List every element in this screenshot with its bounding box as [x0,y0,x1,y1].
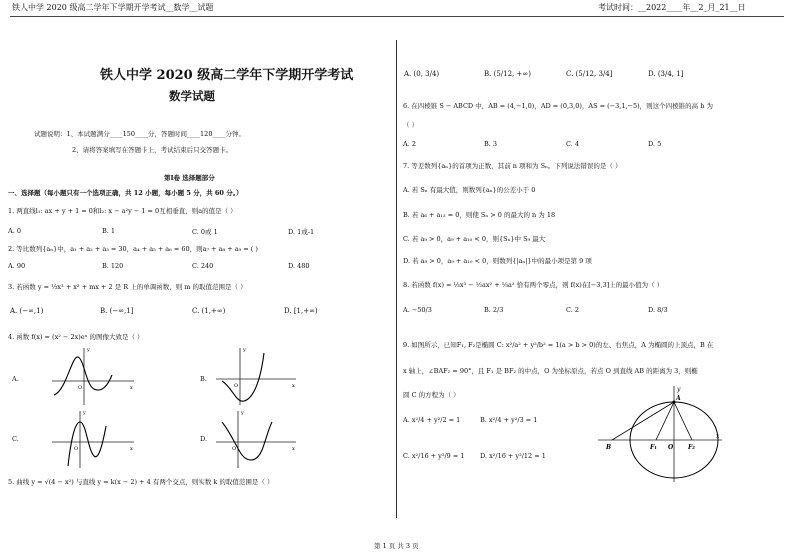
q3-option-c: C. (1,+∞) [192,307,226,315]
graph-d-y-label: y [241,410,244,416]
q5-option-a: A. (0, 3/4) [404,70,440,78]
label-a: A [676,395,681,402]
q9-option-b: B. x²/4 + y²/3 = 1 [480,416,538,424]
label-y: y [677,386,681,393]
q4-option-c: C. [12,435,19,443]
q9-line1: 9. 如图所示，已知F₁, F₂是椭圆 C: x²/a² + y²/b² = 1(a > b > 0)的左、右焦点，A 为椭圆的上顶点，B 在 [403,341,714,349]
q8-text: 8. 若函数 f(x) = ⅓x³ − ½ax² + ⅓a² 恰有两个零点，则 f(x)在[−3,3]上的最小值为（ ） [403,281,664,289]
graph-a-origin: O [78,385,83,391]
graph-c-y-label: y [83,410,86,416]
q7-option-d: D. 若 a₉ > 0，a₉ + a₁₀ < 0，则数列{|aₙ|}中的最小项是第 9 项 [403,257,592,265]
q4-graph-d [210,408,300,470]
q6-option-b: B. 3 [484,140,498,148]
q2-option-d: D. 480 [288,262,310,270]
q2-option-b: B. 120 [102,262,124,270]
q2-option-c: C. 240 [192,262,214,270]
q9-option-c: C. x²/16 + y²/9 = 1 [403,452,465,460]
q8-option-c: C. 2 [566,306,580,314]
label-o: O [668,444,674,451]
q1-option-d: D. 1或-1 [288,228,315,236]
label-f2: F₂ [688,444,695,451]
graph-d-x-label: x [292,446,295,452]
q1-text: 1. 两直线l₁: ax + y + 1 = 0和l₂: x − a²y − 1 = 0互相垂直，则a的值是（ ） [8,207,237,215]
q6-option-c: C. 4 [566,140,580,148]
page-footer: 第 1 页 共 3 页 [374,542,419,550]
q9-option-a: A. x²/4 + y²/2 = 1 [403,416,461,424]
q9-option-d: D. x²/16 + y²/12 = 1 [480,452,546,460]
q9-ellipse-figure [598,384,724,484]
q4-option-d: D. [200,435,208,443]
q1-option-b: B. 1 [102,227,116,235]
q9-line2: x 轴上，∠BAF₂ = 90°，且 F₁ 是 BF₂ 的中点，O 为坐标原点，若点 O 到直线 AB 的距离为 3，则椭 [403,367,698,375]
column-divider [396,40,397,518]
label-f1: F₁ [650,444,657,451]
header-right: 考试时间：__2022____年__2_月_21__日 [598,3,746,12]
q6-text: 6. 在四棱锥 S − ABCD 中，AB = (4,−1,0)，AD = (0,3,0)，AS = (−3,1,−5)，则这个四棱锥的高 h 为 [403,102,713,110]
graph-c-x-label: x [130,446,133,452]
graph-b-y-label: y [243,347,246,353]
instructions-line2: 2、请将答案填写在答题卡上，考试结束后只交答题卡。 [72,146,233,154]
q2-text: 2. 等比数列{aₙ}中，a₁ + a₂ + a₃ = 30，a₄ + a₅ + a₆ = 60，则a₇ + a₈ + a₉ = ( ) [8,245,258,253]
label-b: B [606,444,612,451]
q4-option-b: B. [200,375,207,383]
q3-text: 3. 若函数 y = ⅓x³ + x² + mx + 2 是 R 上的单调函数，则 m 的取值范围是（ ） [8,283,247,291]
q5-option-d: D. (3/4, 1] [648,70,684,78]
q4-graph-a [48,345,138,407]
label-x: x [716,433,720,440]
page-title: 铁人中学 2020 级高二学年下学期开学考试 [100,68,354,83]
header-left: 铁人中学 2020 级高二学年下学期开学考试__数学__试题 [12,3,214,12]
page-subtitle: 数学试题 [169,89,215,103]
q4-option-a: A. [12,375,19,383]
q6-option-a: A. 2 [403,140,416,148]
q4-graph-c [48,408,138,470]
graph-b-origin: O [234,383,239,389]
q7-option-b: B. 若 a₆ + a₁₃ = 0，则使 Sₙ > 0 的最大的 n 为 18 [403,211,556,219]
section-heading: 一、选择题（每小题只有一个选项正确，共 12 小题，每小题 5 分，共 60 分。） [8,189,243,197]
q3-option-d: D. [1,+∞) [284,307,318,315]
q6-option-d: D. 5 [648,140,662,148]
section-title: 第Ⅰ卷 选择题部分 [164,174,215,182]
q3-option-a: A. (−∞,1) [10,307,44,315]
q2-option-a: A. 90 [8,262,26,270]
q3-option-b: B. (−∞,1] [100,307,134,315]
graph-c-origin: O [74,446,79,452]
q8-option-a: A. −50/3 [403,306,432,314]
header-rule [10,16,784,17]
q9-line3: 圆 C 的方程为（ ） [403,391,460,399]
instructions-line1: 试题说明：1、本试题满分____150____分，答题时间____120____分钟。 [34,130,245,138]
q1-option-c: C. 0或 1 [192,228,218,236]
q8-option-b: B. 2/3 [484,306,504,314]
q5-text: 5. 曲线 y = √(4 − x²) 与直线 y = k(x − 2) + 4 有两个交点，则实数 k 的取值范围是（ ） [8,478,274,486]
q7-text: 7. 等差数列{aₙ}的首项为正数，其前 n 项和为 Sₙ。下列说法错误的是（ ） [403,162,622,170]
q4-graph-b [210,345,300,407]
q1-option-a: A. 0 [8,227,21,235]
graph-a-x-label: x [130,385,133,391]
q5-option-c: C. (5/12, 3/4] [566,70,613,78]
graph-a-y-label: y [87,347,90,353]
q8-option-d: D. 8/3 [648,306,668,314]
q5-option-b: B. (5/12, +∞) [484,70,531,78]
q7-option-a: A. 若 Sₙ 有最大值，则数列{aₙ}的公差小于 0 [403,186,536,194]
graph-d-origin: O [232,446,237,452]
q6-paren: （ ） [403,121,419,129]
graph-b-x-label: x [292,383,295,389]
q4-text: 4. 函数 f(x) = (x² − 2x)eˣ 的图像大致是（ ） [8,333,144,341]
q7-option-c: C. 若 a₉ > 0，a₉ + a₁₀ < 0，则{Sₙ}中 S₉ 最大 [403,235,546,243]
